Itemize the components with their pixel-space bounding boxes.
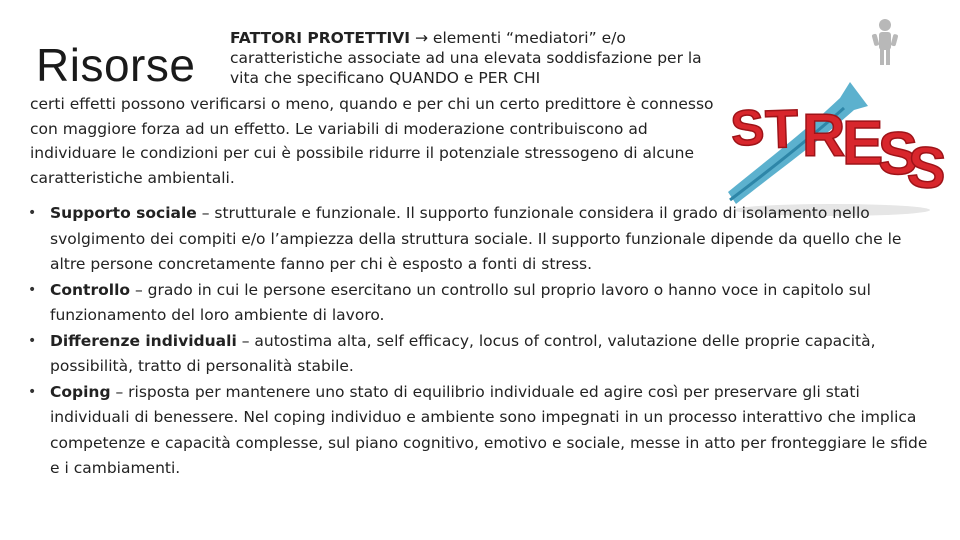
bullet-term: Supporto sociale	[50, 204, 197, 222]
bullet-text: – autostima alta, self efficacy, locus of control, valutazione delle proprie capacità, possibilità, tratto di personalità stabile.	[50, 331, 876, 375]
slide-title: Risorse	[36, 39, 196, 91]
bullet-text: – strutturale e funzionale. Il supporto funzionale considera il grado di isolamento nello svolgimento dei compiti e/o l’ampiezza della struttura sociale. Il supporto funzionale dipende da quello che le altre persone concretamente fanno per chi è esposto a fonti di stress.	[50, 204, 902, 273]
bullet-text: – risposta per mantenere uno stato di equilibrio individuale ed agire così per preservare gli stati individuali di benessere. Nel coping individuo e ambiente sono impegnati in un processo interattivo che implica competenze e capacità complesse, sul piano cognitivo, emotivo e sociale, messe in atto per fronteggiare le sfide e i cambiamenti.	[50, 382, 928, 477]
bullet-term: Coping	[50, 382, 111, 401]
arrow-icon: →	[414, 29, 428, 47]
svg-text:R: R	[802, 102, 846, 169]
list-item	[26, 380, 936, 482]
list-item	[26, 201, 936, 278]
bullet-term: Differenze individuali	[50, 331, 237, 350]
stress-illustration	[722, 14, 949, 218]
svg-text:S: S	[728, 98, 767, 157]
svg-text:S: S	[905, 134, 949, 202]
svg-text:S: S	[878, 120, 919, 187]
list-item	[26, 329, 936, 380]
bullet-text: – grado in cui le persone esercitano un controllo sul proprio lavoro o hanno voce in capitolo sul funzionamento del loro ambiente di lavoro.	[50, 280, 871, 324]
intro-head-text: elementi “mediatori” e/o caratteristiche associate ad una elevata soddisfazione per la vita che specificano QUANDO e PER CHI	[230, 29, 702, 87]
list-item	[26, 278, 936, 329]
svg-text:E: E	[842, 109, 884, 178]
intro-label: FATTORI PROTETTIVI	[230, 29, 411, 47]
svg-text:T: T	[764, 98, 800, 160]
stress-word: STRESS	[722, 14, 726, 15]
bullet-term: Controllo	[50, 280, 131, 299]
intro-heading	[230, 28, 730, 88]
bullet-list	[26, 201, 936, 482]
intro-body: certi effetti possono verificarsi o meno, quando e per chi un certo predittore è connesso con maggiore forza ad un effetto. Le variabili di moderazione contribuiscono ad individuare le condizioni per cui è possibile ridurre il potenziale stressogeno di alcune caratteristiche ambientali.	[30, 95, 714, 187]
